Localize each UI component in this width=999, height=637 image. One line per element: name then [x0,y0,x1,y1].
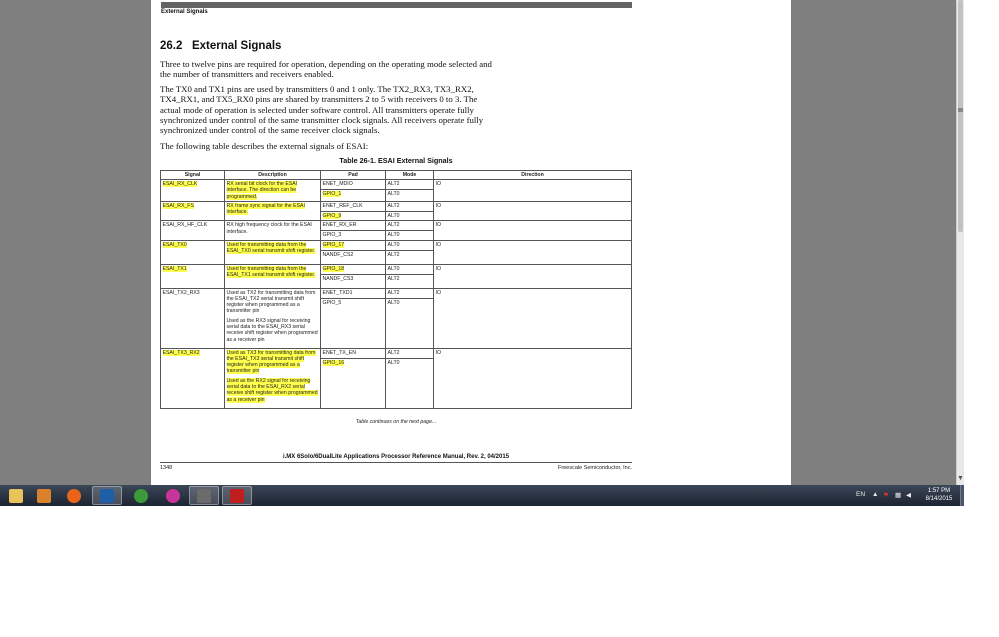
paragraph-3: The following table describes the external signals of ESAI: [160,141,369,151]
mode-cell: ALT0 [386,298,434,348]
mode-cell: ALT0 [386,264,434,274]
signal-cell: ESAI_RX_CLK [161,180,225,202]
taskbar-media-player[interactable] [29,486,59,505]
table-row [161,202,632,212]
col-header-description: Description [225,171,321,180]
signal-cell: ESAI_RX_FS [161,202,225,221]
language-indicator[interactable]: EN [856,491,866,498]
table-header-row [161,171,632,180]
taskbar-file-explorer[interactable] [1,486,31,505]
pad-cell: GPIO_3 [321,231,386,240]
taskbar-chrome[interactable] [126,486,156,505]
col-header-mode: Mode [386,171,434,180]
network-icon[interactable]: ▦ [895,492,902,499]
table-row [161,180,632,190]
footer-company: Freescale Semiconductor, Inc. [558,465,632,471]
pad-cell: GPIO_16 [321,358,386,408]
direction-cell: IO [434,288,632,348]
picasa-icon [166,489,180,503]
direction-cell: IO [434,180,632,202]
mode-cell: ALT2 [386,274,434,288]
media-player-icon [37,489,51,503]
signal-cell: ESAI_TX2_RX3 [161,288,225,348]
direction-cell: IO [434,240,632,264]
footer-page-number: 1348 [160,465,173,471]
matlab-icon [197,489,211,503]
pad-cell: GPIO_9 [321,212,386,221]
mode-cell: ALT2 [386,180,434,190]
pad-cell: NANDF_CS2 [321,250,386,264]
section-title: 26.2 External Signals [160,40,282,52]
signal-cell: ESAI_TX0 [161,240,225,264]
table-row [161,264,632,274]
mode-cell: ALT0 [386,240,434,250]
pad-cell: ENET_MDIO [321,180,386,190]
taskbar-firefox[interactable] [59,486,89,505]
pad-cell: ENET_REF_CLK [321,202,386,212]
table-row [161,348,632,358]
esai-signals-table [160,170,632,409]
volume-icon[interactable]: ◀ [906,492,911,499]
paragraph-1: Three to twelve pins are required for operation, depending on the operating mode selected and the number of transmitters and receivers enabled. [160,59,492,80]
mode-cell: ALT0 [386,212,434,221]
pad-cell: NANDF_CS3 [321,274,386,288]
description-cell: Used for transmitting data from the ESAI_TX1 serial transmit shift register. [225,264,321,288]
signal-cell: ESAI_TX3_RX2 [161,348,225,408]
pad-cell: GPIO_1 [321,190,386,202]
pad-cell: GPIO_18 [321,264,386,274]
outlook-icon [100,489,114,503]
table-continues-note: Table continues on the next page... [355,419,437,425]
description-cell: RX frame sync signal for the ESAI interface. [225,202,321,221]
mode-cell: ALT2 [386,202,434,212]
col-header-signal: Signal [161,171,225,180]
table-row [161,221,632,231]
scrollbar-thumb[interactable] [958,0,963,232]
mode-cell: ALT0 [386,231,434,240]
mode-cell: ALT0 [386,190,434,202]
description-cell: RX high frequency clock for the ESAI interface. [225,221,321,240]
page-header-title: External Signals [161,9,208,15]
description-cell: Used as TX2 for transmitting data from the ESAI_TX2 serial transmit shift register when programmed as a transmitter pin Used as the RX3 signal for receiving serial data to the ESAI_RX3 serial receive shift register when programmed as a receiver pin [225,288,321,348]
pad-cell: ENET_TX_EN [321,348,386,358]
description-cell: RX serial bit clock for the ESAI interface. The direction can be programmed. [225,180,321,202]
direction-cell: IO [434,264,632,288]
mode-cell: ALT2 [386,288,434,298]
show-hidden-icons-chevron-up-icon[interactable]: ▲ [872,491,879,498]
mode-cell: ALT0 [386,358,434,408]
col-header-pad: Pad [321,171,386,180]
signal-cell: ESAI_RX_HF_CLK [161,221,225,240]
taskbar-acrobat[interactable] [222,486,252,505]
description-cell: Used for transmitting data from the ESAI_TX0 serial transmit shift register. [225,240,321,264]
paragraph-2: The TX0 and TX1 pins are used by transmitters 0 and 1 only. The TX2_RX3, TX3_RX2, TX4_RX1, and TX5_RX0 pins are shared by transmitters 2 to 5 with receivers 0 to 3. The actual mode of operation is selected under software control. All transmitters operate fully synchronized under control of the same transmitter clock signals. All receivers operate fully synchronized under control of the same receiver clock signals. [160,84,484,136]
pad-cell: ENET_RX_ER [321,221,386,231]
acrobat-icon [230,489,244,503]
taskbar-picasa[interactable] [158,486,188,505]
pad-cell: GPIO_17 [321,240,386,250]
pad-cell: ENET_TXD1 [321,288,386,298]
firefox-icon [67,489,81,503]
pad-cell: GPIO_5 [321,298,386,348]
chrome-icon [134,489,148,503]
clock-time: 1:57 PM [927,488,951,494]
page-header-bar [161,2,632,8]
action-center-flag-icon[interactable]: ⚑ [883,492,889,499]
direction-cell: IO [434,221,632,240]
file-explorer-icon [9,489,23,503]
scrollbar-marker [958,108,963,112]
vertical-scrollbar[interactable] [956,0,964,485]
direction-cell: IO [434,348,632,408]
mode-cell: ALT2 [386,348,434,358]
table-row [161,240,632,250]
description-cell: Used as TX3 for transmitting data from the ESAI_TX3 serial transmit shift register when programmed as a transmitter pin Used as the RX2 signal for receiving serial data to the ESAI_RX2 serial receive shift register when programmed as a receiver pin [225,348,321,408]
table-row [161,288,632,298]
mode-cell: ALT2 [386,221,434,231]
system-clock[interactable] [918,487,960,503]
clock-date: 8/14/2015 [925,496,953,502]
footer-title: i.MX 6Solo/6DualLite Applications Processor Reference Manual, Rev. 2, 04/2015 [282,454,510,460]
taskbar-matlab[interactable] [189,486,219,505]
table-title: Table 26-1. ESAI External Signals [339,156,453,165]
taskbar-outlook[interactable] [92,486,122,505]
footer-divider [160,462,632,463]
show-desktop-button[interactable] [960,485,964,506]
mode-cell: ALT2 [386,250,434,264]
col-header-direction: Direction [434,171,632,180]
signal-cell: ESAI_TX1 [161,264,225,288]
scroll-down-arrow-icon[interactable]: ▼ [957,475,964,482]
taskbar [0,485,964,506]
direction-cell: IO [434,202,632,221]
